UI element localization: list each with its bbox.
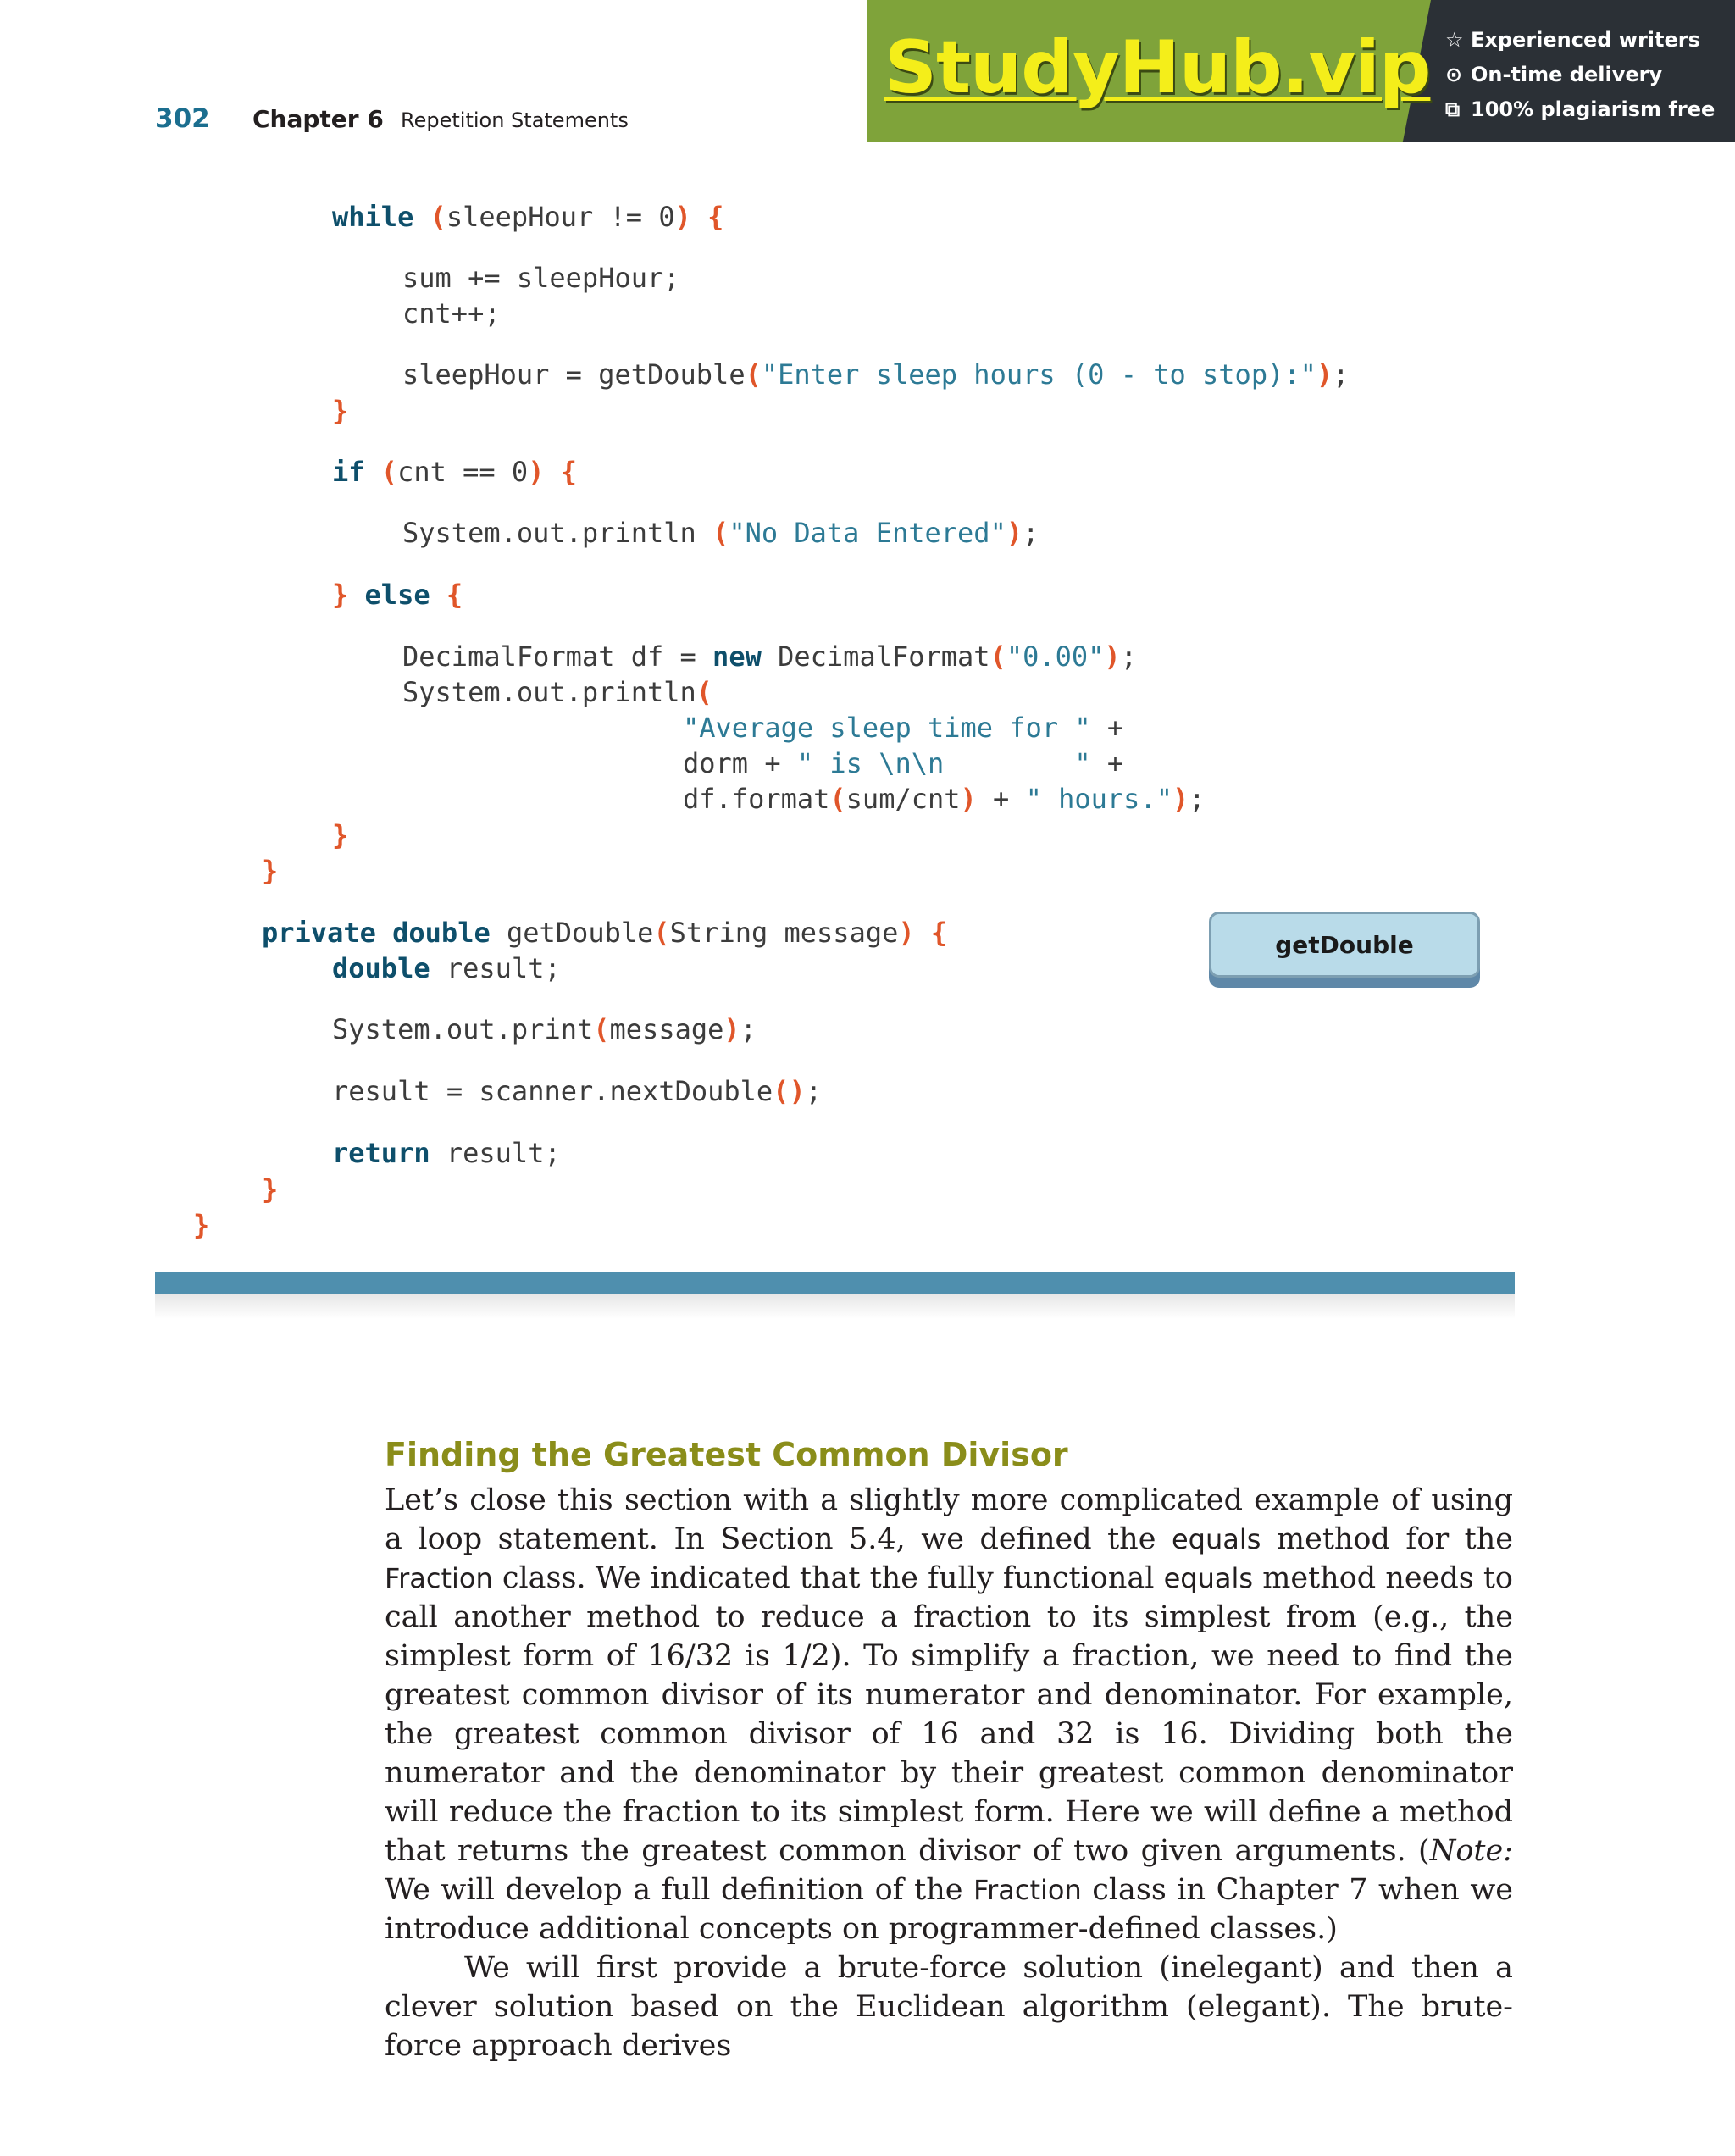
code-token: + <box>1090 712 1124 744</box>
code-token: ) <box>528 456 545 488</box>
code-token: } <box>262 855 279 887</box>
code-token: result; <box>446 1137 561 1169</box>
code-token <box>691 201 707 233</box>
banner-feature <box>1445 91 1715 126</box>
code-token: sleepHour = getDouble <box>402 358 746 391</box>
code-token: while <box>332 201 430 233</box>
banner-logo[interactable]: StudyHub.vip <box>884 25 1431 110</box>
code-token: ( <box>593 1013 610 1045</box>
code-token: { <box>446 579 463 611</box>
code-token: "No Data Entered" <box>729 517 1006 549</box>
banner-feature-label: 100% plagiarism free <box>1471 97 1716 121</box>
code-token: ) <box>723 1013 740 1045</box>
code-line <box>683 782 1206 816</box>
code-line <box>332 200 723 234</box>
code-token: sleepHour != 0 <box>446 201 675 233</box>
code-token: dorm + <box>683 747 797 779</box>
code-token: "Average sleep time for " <box>683 712 1091 744</box>
inline-code: Fraction <box>385 1562 493 1594</box>
code-line <box>193 1208 209 1242</box>
code-token: ; <box>1333 358 1350 391</box>
code-token: () <box>773 1075 806 1107</box>
code-line <box>332 1136 561 1170</box>
code-token: System.out.println <box>402 517 713 549</box>
code-token: System.out.print <box>332 1013 594 1045</box>
text-run: We will develop a full definition of the <box>385 1873 973 1907</box>
code-token: ( <box>712 517 729 549</box>
code-token: ( <box>653 917 670 949</box>
code-token: ; <box>805 1075 822 1107</box>
code-line <box>262 1172 278 1206</box>
code-token: ; <box>1023 517 1039 549</box>
code-token: ) <box>1172 783 1189 815</box>
code-token <box>544 456 560 488</box>
code-token: "0.00" <box>1006 640 1105 673</box>
code-token: System.out.println <box>402 676 696 708</box>
code-line <box>402 516 1039 550</box>
code-token: if <box>332 456 381 488</box>
code-line <box>262 916 947 950</box>
studyhub-banner[interactable] <box>868 0 1735 142</box>
code-token <box>915 917 931 949</box>
code-line <box>402 357 1349 391</box>
code-token: { <box>560 456 577 488</box>
code-token: ) <box>1104 640 1121 673</box>
inline-code: equals <box>1163 1562 1254 1594</box>
code-token: " hours." <box>1025 783 1172 815</box>
copy-icon: ⧉ <box>1445 97 1461 121</box>
code-token: ( <box>380 456 398 488</box>
clock-icon: ⊙ <box>1445 62 1463 86</box>
code-token: + <box>976 783 1026 815</box>
code-line <box>332 578 463 612</box>
code-token: ( <box>989 640 1006 673</box>
section-heading: Finding the Greatest Common Divisor <box>385 1436 1068 1473</box>
code-line <box>332 394 348 428</box>
code-token: sum += sleepHour; <box>402 262 680 294</box>
getdouble-callout: getDouble <box>1209 912 1480 978</box>
code-token: ) <box>898 917 915 949</box>
page-number: 302 <box>155 103 210 134</box>
code-token: return <box>332 1137 446 1169</box>
code-token: ( <box>829 783 846 815</box>
code-token: DecimalFormat df = <box>402 640 713 673</box>
code-token: " is \n\n " <box>796 747 1091 779</box>
code-token: sum/cnt <box>845 783 961 815</box>
code-token: df.format <box>683 783 830 815</box>
paragraph-2: We will first provide a brute-force solution (inelegant) and then a clever solution based on the Euclidean algorithm (elegant). The brute-force approach derives <box>385 1951 1513 2063</box>
chapter-title: Repetition Statements <box>401 108 629 132</box>
code-token: ; <box>1189 783 1206 815</box>
code-token: { <box>707 201 724 233</box>
code-line <box>332 818 348 852</box>
code-token: } <box>193 1209 210 1241</box>
code-token: else <box>364 579 446 611</box>
code-token: { <box>930 917 948 949</box>
code-token: } <box>332 579 365 611</box>
code-token: ; <box>1120 640 1137 673</box>
code-line <box>262 854 278 888</box>
code-token: double <box>332 952 446 984</box>
code-line <box>402 675 712 709</box>
text-run: Note: <box>1429 1834 1513 1868</box>
banner-feature-label: On-time delivery <box>1471 62 1663 86</box>
banner-feature <box>1445 57 1715 91</box>
code-token: ) <box>960 783 977 815</box>
code-token: } <box>332 819 349 851</box>
code-block-bottom-rule <box>155 1272 1515 1294</box>
star-icon: ☆ <box>1445 27 1464 52</box>
code-token: ( <box>430 201 446 233</box>
banner-feature-label: Experienced writers <box>1471 27 1700 52</box>
code-token: ; <box>740 1013 757 1045</box>
code-line <box>332 455 577 489</box>
text-run: Let’s close this section with a slightly more complicated example of using a loop statement. In Section 5.4, we defined the <box>385 1483 1513 1556</box>
text-run: method needs to call another method to reduce a fraction to its simplest from (e.g., the simplest form of 16/32 is 1/2). To simplify a fraction, we need to find the greatest common divisor of its numerator and denominator. For example, the greatest common divisor of 16 and 32 is 16. Dividing both the numerator and the denominator by their greatest common denominator will reduce the fraction to its simplest form. Here we will define a method that returns the greatest common divisor of two given arguments. ( <box>385 1561 1513 1868</box>
code-line <box>683 746 1123 780</box>
code-listing <box>155 169 1515 1271</box>
code-line <box>683 711 1123 745</box>
inline-code: Fraction <box>973 1874 1082 1906</box>
body-text <box>385 1481 1513 2065</box>
code-block-shadow <box>155 1294 1515 1319</box>
code-token: result = scanner.nextDouble <box>332 1075 773 1107</box>
code-line <box>402 297 501 330</box>
code-line <box>332 951 561 985</box>
code-token: cnt == 0 <box>397 456 529 488</box>
banner-feature <box>1445 22 1715 57</box>
paragraph-1 <box>385 1481 1513 1948</box>
code-token: } <box>332 395 349 427</box>
code-token: new <box>712 640 779 673</box>
code-line <box>332 1074 822 1108</box>
code-token: ) <box>1006 517 1023 549</box>
code-token: "Enter sleep hours (0 - to stop):" <box>761 358 1316 391</box>
code-token: ) <box>674 201 691 233</box>
code-line <box>402 640 1137 673</box>
code-token: ( <box>745 358 762 391</box>
banner-features <box>1445 22 1715 126</box>
text-run: class. We indicated that the fully functional <box>492 1561 1164 1595</box>
code-token: result; <box>446 952 561 984</box>
code-token: message <box>609 1013 724 1045</box>
code-token: + <box>1090 747 1124 779</box>
code-token: ) <box>1316 358 1333 391</box>
code-token: private double <box>262 917 507 949</box>
code-token: } <box>262 1173 279 1205</box>
text-run: method for the <box>1261 1522 1513 1556</box>
code-token: cnt++; <box>402 297 501 330</box>
chapter-label: Chapter 6 <box>252 105 384 133</box>
code-line <box>402 261 680 295</box>
code-token: getDouble <box>506 917 654 949</box>
code-token: DecimalFormat <box>778 640 990 673</box>
code-line <box>332 1012 757 1046</box>
code-token: String message <box>669 917 899 949</box>
code-token: ( <box>696 676 713 708</box>
text-run: class in Chapter 7 when we introduce additional concepts on programmer-defined classes.) <box>385 1873 1513 1946</box>
inline-code: equals <box>1171 1523 1261 1555</box>
